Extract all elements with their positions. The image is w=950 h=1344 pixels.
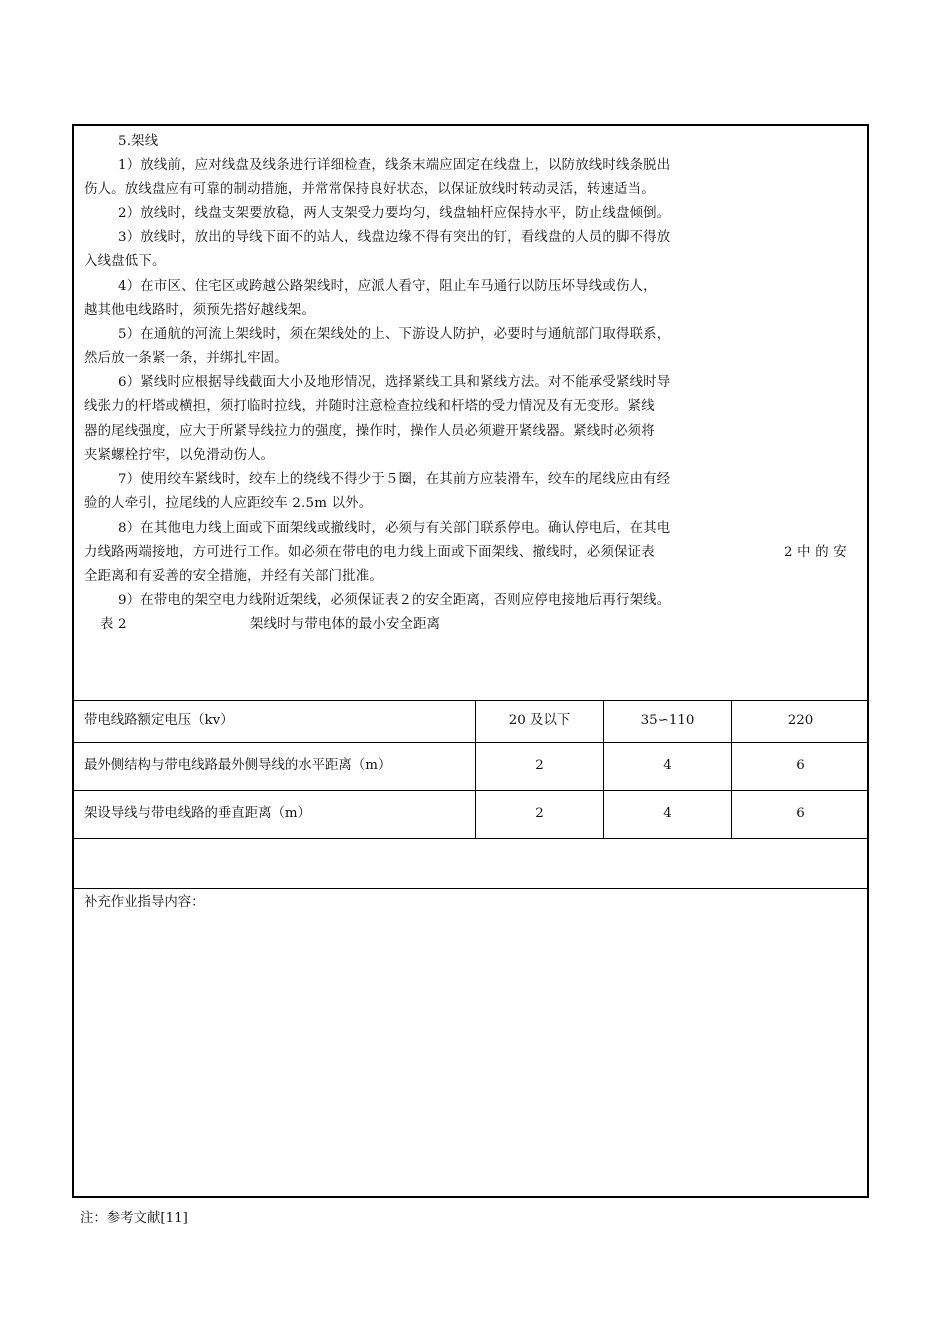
table-header-cell: 35∽110 bbox=[640, 713, 695, 728]
paragraph-line: 7）使用绞车紧线时，绞车上的绕线不得少于５圈，在其前方应装滑车，绞车的尾线应由有经 bbox=[118, 472, 671, 487]
paragraph-line: 8）在其他电力线上面或下面架线或撤线时，必须与有关部门联系停电。确认停电后，在其电 bbox=[118, 521, 671, 536]
paragraph-line: 2 中 的 安 bbox=[784, 545, 847, 560]
paragraph-line: 1）放线前，应对线盘及线条进行详细检查，线条末端应固定在线盘上，以防放线时线条脱出 bbox=[118, 158, 671, 173]
section-title: 5.架线 bbox=[118, 134, 159, 149]
supplement-label: 补充作业指导内容： bbox=[84, 895, 205, 910]
paragraph-line: 全距离和有妥善的安全措施，并经有关部门批准。 bbox=[84, 569, 383, 584]
table-cell: 2 bbox=[535, 806, 544, 821]
paragraph-line: 验的人牵引，拉尾线的人应距绞车 2.5m 以外。 bbox=[84, 496, 373, 511]
paragraph-line: 3）放线时，放出的导线下面不的站人，线盘边缘不得有突出的钉，看线盘的人员的脚不得放 bbox=[118, 230, 671, 245]
table-header-cell: 20 及以下 bbox=[508, 713, 571, 728]
paragraph-line: 然后放一条紧一条，并绑扎牢固。 bbox=[84, 351, 288, 366]
paragraph-line: 伤人。放线盘应有可靠的制动措施，并常常保持良好状态，以保证放线时转动灵活，转速适当。 bbox=[84, 182, 655, 197]
table-label: 表 2 bbox=[100, 617, 127, 632]
table-rule bbox=[74, 700, 867, 701]
table-header-cell: 220 bbox=[787, 713, 814, 728]
paragraph-line: 越其他电线路时，须预先搭好越线架。 bbox=[84, 303, 316, 318]
table-row-label: 最外侧结构与带电线路最外侧导线的水平距离（m） bbox=[84, 758, 392, 773]
paragraph-line: 5）在通航的河流上架线时，须在架线处的上、下游设人防护，必要时与通航部门取得联系， bbox=[118, 327, 671, 342]
table-cell: 2 bbox=[535, 758, 544, 773]
paragraph-line: 入线盘低下。 bbox=[84, 254, 166, 269]
table-cell: 6 bbox=[796, 758, 805, 773]
paragraph-line: 6）紧线时应根据导线截面大小及地形情况，选择紧线工具和紧线方法。对不能承受紧线时导 bbox=[118, 375, 671, 390]
paragraph-line: 9）在带电的架空电力线附近架线，必须保证表２的安全距离，否则应停电接地后再行架线。 bbox=[118, 593, 671, 608]
footnote: 注：参考文献[11] bbox=[80, 1211, 188, 1226]
paragraph-line: 器的尾线强度，应大于所紧导线拉力的强度，操作时，操作人员必须避开紧线器。紧线时必须将 bbox=[84, 424, 655, 439]
document-frame bbox=[72, 124, 869, 1198]
paragraph-line: 2）放线时，线盘支架要放稳，两人支架受力要均匀，线盘轴杆应保持水平，防止线盘倾倒。 bbox=[118, 206, 671, 221]
table-rule bbox=[74, 838, 867, 839]
table-rule bbox=[74, 742, 867, 743]
table-cell: 4 bbox=[663, 758, 672, 773]
table-header-label: 带电线路额定电压（kv） bbox=[84, 713, 234, 728]
paragraph-line: 4）在市区、住宅区或跨越公路架线时，应派人看守，阻止车马通行以防压坏导线或伤人， bbox=[118, 279, 657, 294]
table-cell: 6 bbox=[796, 806, 805, 821]
table-cell: 4 bbox=[663, 806, 672, 821]
table-title: 架线时与带电体的最小安全距离 bbox=[250, 617, 441, 632]
paragraph-line: 力线路两端接地，方可进行工作。如必须在带电的电力线上面或下面架线、撤线时，必须保证表 bbox=[84, 545, 655, 560]
table-row-label: 架设导线与带电线路的垂直距离（m） bbox=[84, 806, 311, 821]
paragraph-line: 夹紧螺栓拧牢，以免滑动伤人。 bbox=[84, 448, 275, 463]
table-rule bbox=[74, 888, 867, 889]
paragraph-line: 线张力的杆塔或横担，须打临时拉线，并随时注意检查拉线和杆塔的受力情况及有无变形。紧线 bbox=[84, 399, 655, 414]
table-rule bbox=[74, 790, 867, 791]
